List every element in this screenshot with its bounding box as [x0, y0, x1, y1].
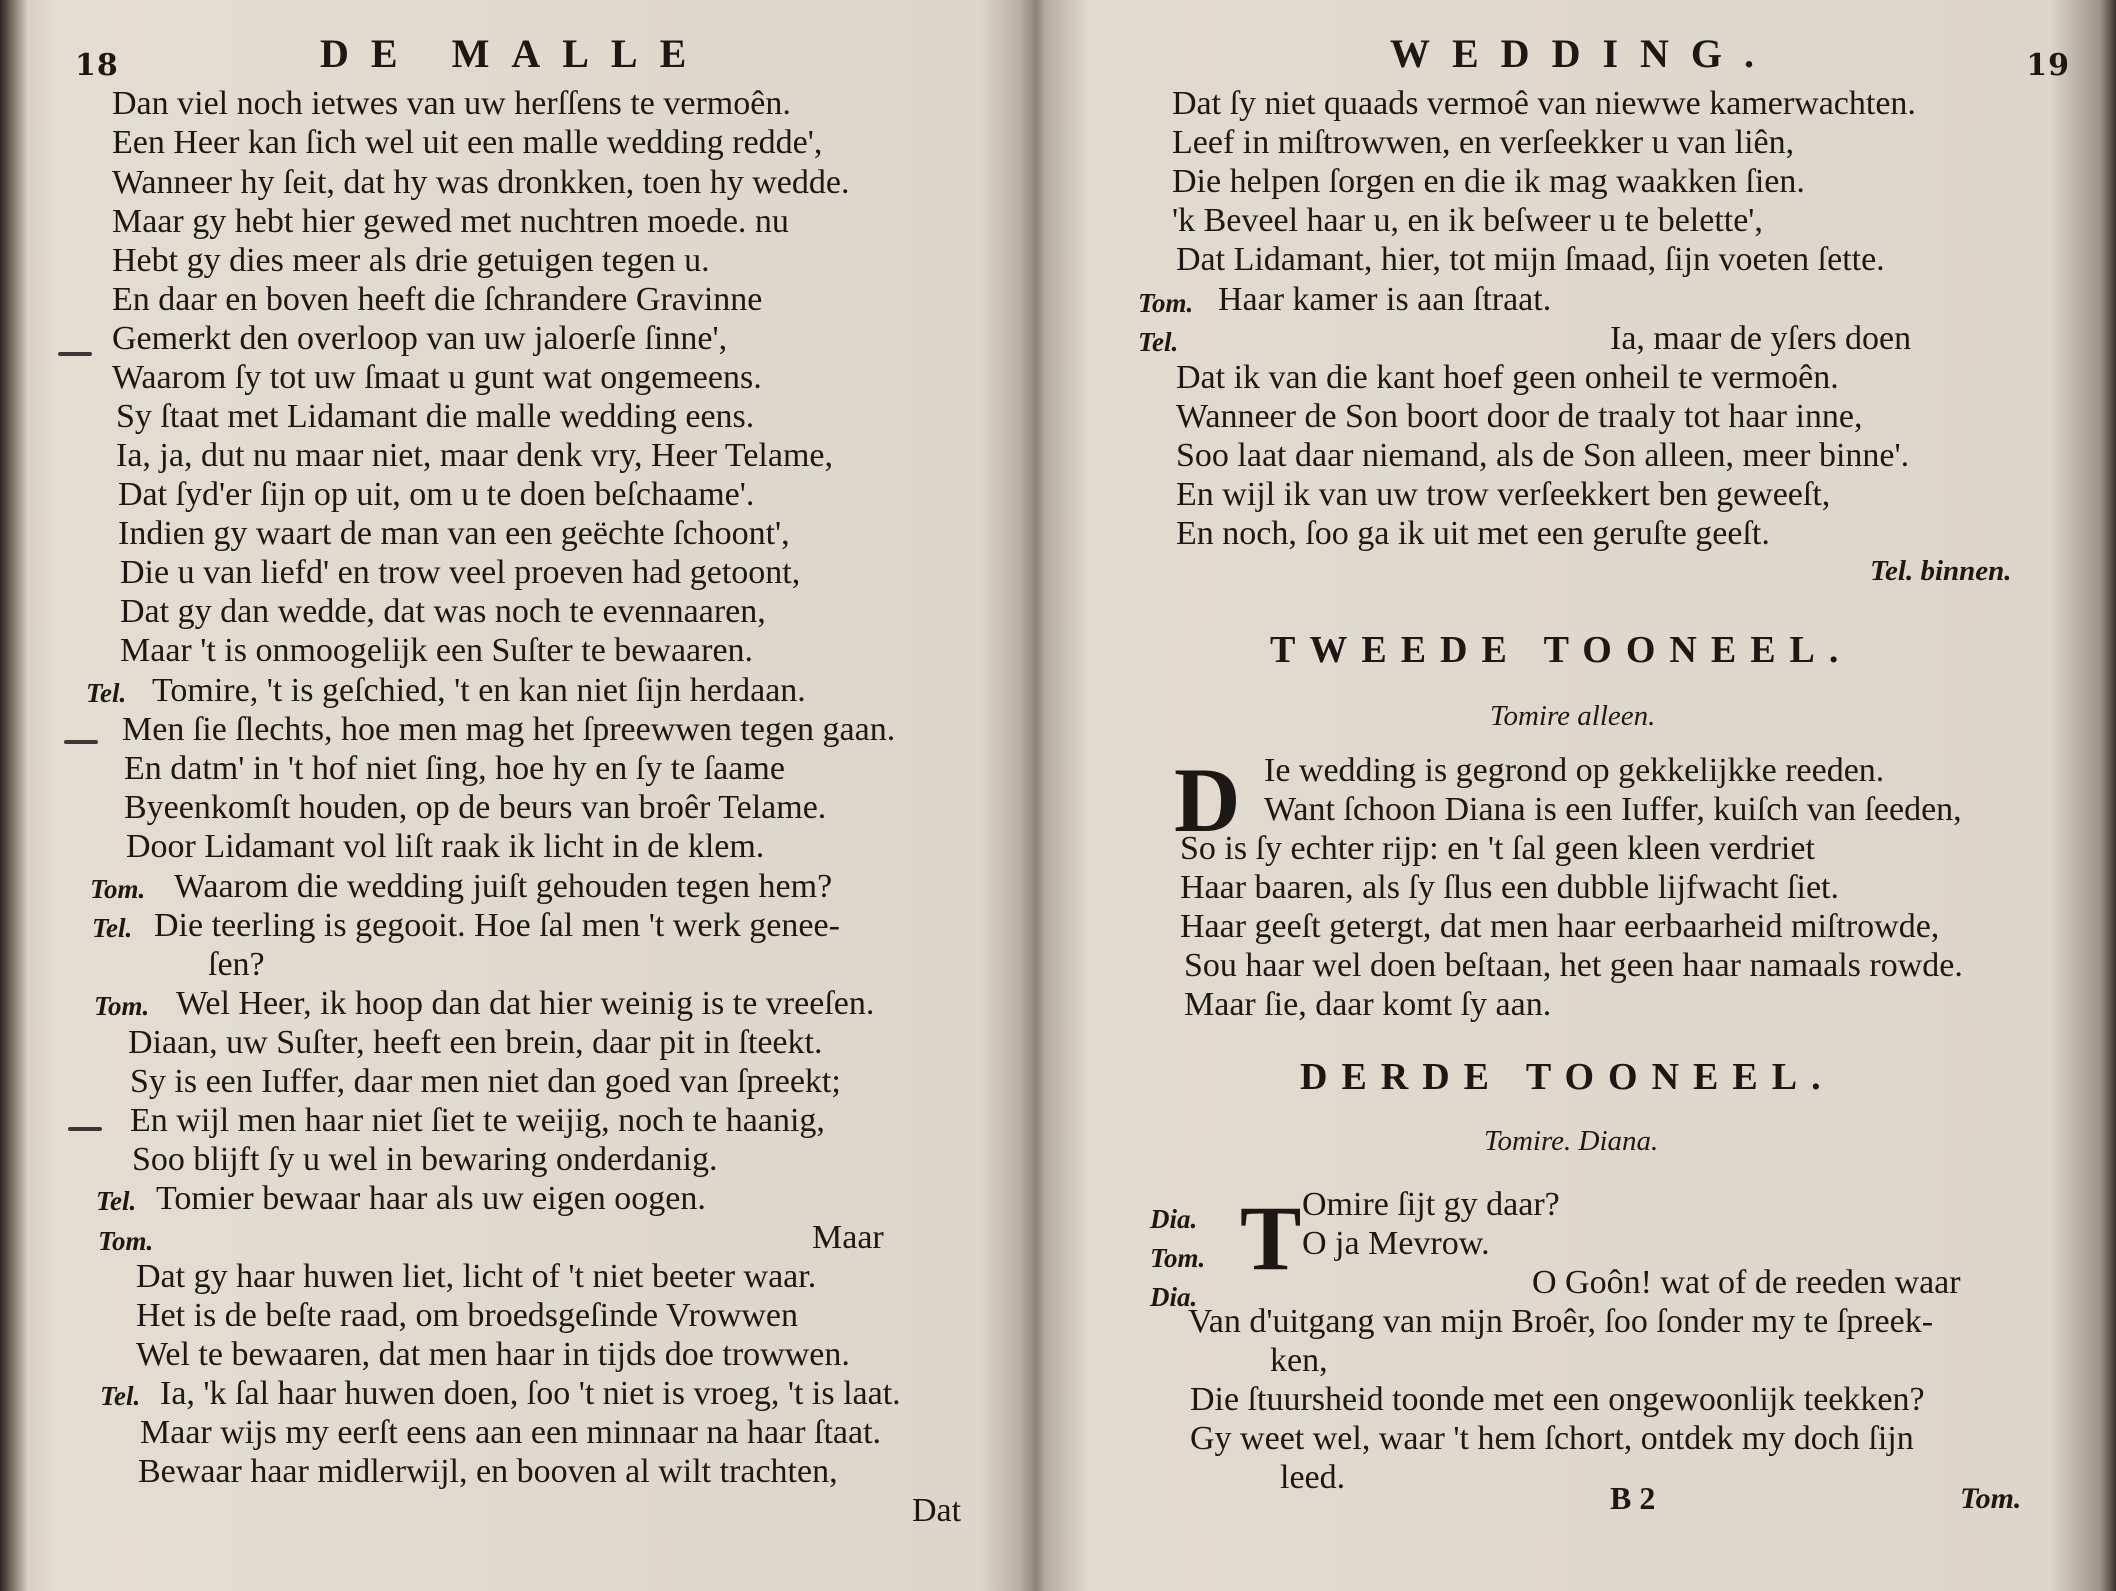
verse-line: Ia, ja, dut nu maar niet, maar denk vry, Heer Telame,: [116, 437, 833, 474]
running-head: WEDDING.: [1390, 31, 1777, 76]
page-number: 19: [2026, 48, 2070, 83]
verse-line: Want ſchoon Diana is een Iuffer, kuiſch van ſeeden,: [1264, 791, 1962, 828]
verse-line: En datm' in 't hof niet ſing, hoe hy en ſy te ſaame: [124, 750, 785, 787]
verse-line: En noch, ſoo ga ik uit met een geruſte geeſt.: [1176, 515, 1770, 552]
verse-line: En wijl men haar niet ſiet te weijig, noch te haanig,: [130, 1102, 825, 1139]
verse-line: Omire ſijt gy daar?: [1302, 1186, 1560, 1223]
verse-line: Dat gy dan wedde, dat was noch te evennaaren,: [120, 593, 766, 630]
speaker-label: Tom.: [90, 874, 146, 904]
verse-line: Door Lidamant vol liſt raak ik licht in de klem.: [126, 828, 765, 865]
verse-line: Indien gy waart de man van een geëchte ſchoont',: [118, 515, 790, 552]
scene-title: DERDE TOONEEL.: [1300, 1056, 1835, 1098]
drop-cap: T: [1240, 1187, 1302, 1289]
margin-mark: [64, 740, 98, 744]
margin-mark: [68, 1127, 102, 1131]
verse-line: ken,: [1270, 1342, 1328, 1379]
verse-line: Haar geeſt getergt, dat men haar eerbaarheid miſtrowde,: [1180, 908, 1940, 945]
verse-line: Sy is een Iuffer, daar men niet dan goed van ſpreekt;: [130, 1063, 841, 1100]
verse-line: 'k Beveel haar u, en ik beſweer u te belette',: [1172, 202, 1763, 239]
verse-line: Die teerling is gegooit. Hoe ſal men 't werk genee-: [154, 907, 840, 944]
verse-line: Het is de beſte raad, om broedsgeſinde Vrowwen: [136, 1297, 799, 1334]
verse-line: Haar kamer is aan ſtraat.: [1218, 281, 1552, 318]
verse-line: Sou haar wel doen beſtaan, het geen haar namaals rowde.: [1184, 947, 1963, 984]
verse-line: Wanneer de Son boort door de traaly tot haar inne,: [1176, 398, 1863, 435]
verse-line: Hebt gy dies meer als drie getuigen tegen u.: [112, 242, 710, 279]
verse-line: O ja Mevrow.: [1302, 1225, 1490, 1262]
margin-mark: [58, 352, 92, 356]
catchword: Dat: [912, 1492, 962, 1529]
verse-line: Soo blijft ſy u wel in bewaring onderdanig.: [132, 1141, 718, 1178]
verse-line: Maar 't is onmoogelijk een Suſter te bewaaren.: [120, 632, 754, 669]
speaker-label: Dia.: [1150, 1282, 1198, 1312]
speaker-label: Tel.: [1138, 327, 1179, 357]
signature-mark: B 2: [1610, 1480, 1656, 1516]
verse-line: Ie wedding is gegrond op gekkelijkke reeden.: [1264, 752, 1885, 789]
verse-line: Wel Heer, ik hoop dan dat hier weinig is te vreeſen.: [176, 985, 875, 1022]
verse-line: Men ſie ſlechts, hoe men mag het ſpreewwen tegen gaan.: [122, 711, 896, 748]
verse-line: Sy ſtaat met Lidamant die malle wedding eens.: [116, 398, 755, 435]
verse-line: En daar en boven heeft die ſchrandere Gravinne: [112, 281, 763, 318]
verse-line: Dat gy haar huwen liet, licht of 't niet beeter waar.: [136, 1258, 817, 1295]
verse-line: Maar gy hebt hier gewed met nuchtren moede. nu: [112, 203, 789, 240]
verse-line: Haar baaren, als ſy ſlus een dubble lijfwacht ſiet.: [1180, 869, 1839, 906]
speaker-label: Dia.: [1150, 1204, 1198, 1234]
verse-line: Dat ſy niet quaads vermoê van niewwe kamerwachten.: [1172, 85, 1916, 122]
verse-line: Gy weet wel, waar 't hem ſchort, ontdek my doch ſijn: [1190, 1420, 1914, 1457]
stage-direction: Tomire alleen.: [1490, 700, 1656, 732]
right-page: [1060, 0, 2090, 1591]
verse-line: Bewaar haar midlerwijl, en booven al wilt trachten,: [138, 1453, 838, 1490]
verse-line: En wijl ik van uw trow verſeekkert ben geweeſt,: [1176, 476, 1831, 513]
catchword: Tom.: [1960, 1482, 2022, 1515]
verse-line: Wanneer hy ſeit, dat hy was dronkken, toen hy wedde.: [112, 164, 850, 201]
verse-line: Byeenkomſt houden, op de beurs van broêr Telame.: [124, 789, 827, 826]
verse-line: Soo laat daar niemand, als de Son alleen, meer binne'.: [1176, 437, 1910, 474]
speaker-label: Tel.: [96, 1186, 137, 1216]
page-number: 18: [75, 48, 119, 83]
verse-line: Maar ſie, daar komt ſy aan.: [1184, 986, 1552, 1023]
stage-direction: Tomire. Diana.: [1484, 1125, 1659, 1157]
verse-line: Wel te bewaaren, dat men haar in tijds doe trowwen.: [136, 1336, 850, 1373]
verse-line: So is ſy echter rijp: en 't ſal geen kleen verdriet: [1180, 830, 1815, 867]
verse-line: Dan viel noch ietwes van uw herſſens te vermoên.: [112, 85, 791, 122]
speaker-label: Tom.: [1138, 288, 1194, 318]
verse-line: Dat ik van die kant hoef geen onheil te vermoên.: [1176, 359, 1839, 396]
verse-line: Maar wijs my eerſt eens aan een minnaar na haar ſtaat.: [140, 1414, 882, 1451]
speaker-label: Tom.: [98, 1226, 154, 1256]
verse-line: Die helpen ſorgen en die ik mag waakken ſien.: [1172, 163, 1805, 200]
verse-line: Die u van liefd' en trow veel proeven had getoont,: [120, 554, 801, 591]
verse-line: Gemerkt den overloop van uw jaloerſe ſinne',: [112, 320, 728, 357]
verse-line: leed.: [1280, 1459, 1346, 1496]
verse-line: Dat Lidamant, hier, tot mijn ſmaad, ſijn voeten ſette.: [1176, 241, 1885, 278]
verse-line: Ia, maar de yſers doen: [1610, 320, 1912, 357]
verse-line: Van d'uitgang van mijn Broêr, ſoo ſonder my te ſpreek-: [1188, 1303, 1934, 1340]
running-head: DE MALLE: [320, 31, 709, 76]
left-page: [40, 0, 1030, 1591]
verse-line: Ia, 'k ſal haar huwen doen, ſoo 't niet is vroeg, 't is laat.: [160, 1375, 901, 1412]
verse-line: Waarom ſy tot uw ſmaat u gunt wat ongemeens.: [112, 359, 762, 396]
verse-line: Dat ſyd'er ſijn op uit, om u te doen beſchaame'.: [118, 476, 755, 513]
drop-cap: D: [1174, 749, 1241, 851]
verse-line: ſen?: [208, 946, 265, 983]
speaker-label: Tel.: [92, 913, 133, 943]
verse-line: Waarom die wedding juiſt gehouden tegen hem?: [174, 868, 833, 905]
speaker-label: Tom.: [94, 991, 150, 1021]
speaker-label: Tom.: [1150, 1243, 1206, 1273]
speaker-label: Tel.: [86, 678, 127, 708]
scene-title: TWEEDE TOONEEL.: [1270, 629, 1853, 671]
exit-direction: Tel. binnen.: [1870, 555, 2012, 587]
verse-line: Tomire, 't is geſchied, 't en kan niet ſijn herdaan.: [152, 672, 806, 709]
verse-line: Tomier bewaar haar als uw eigen oogen.: [156, 1180, 706, 1217]
verse-line: Die ſtuursheid toonde met een ongewoonlijk teekken?: [1190, 1381, 1925, 1418]
verse-line: Diaan, uw Suſter, heeft een brein, daar pit in ſteekt.: [128, 1024, 823, 1061]
verse-line: Maar: [812, 1219, 884, 1256]
speaker-label: Tel.: [100, 1381, 141, 1411]
verse-line: O Goôn! wat of de reeden waar: [1532, 1264, 1961, 1301]
verse-line: Leef in miſtrowwen, en verſeekker u van liên,: [1172, 124, 1795, 161]
verse-line: Een Heer kan ſich wel uit een malle wedding redde',: [112, 124, 823, 161]
